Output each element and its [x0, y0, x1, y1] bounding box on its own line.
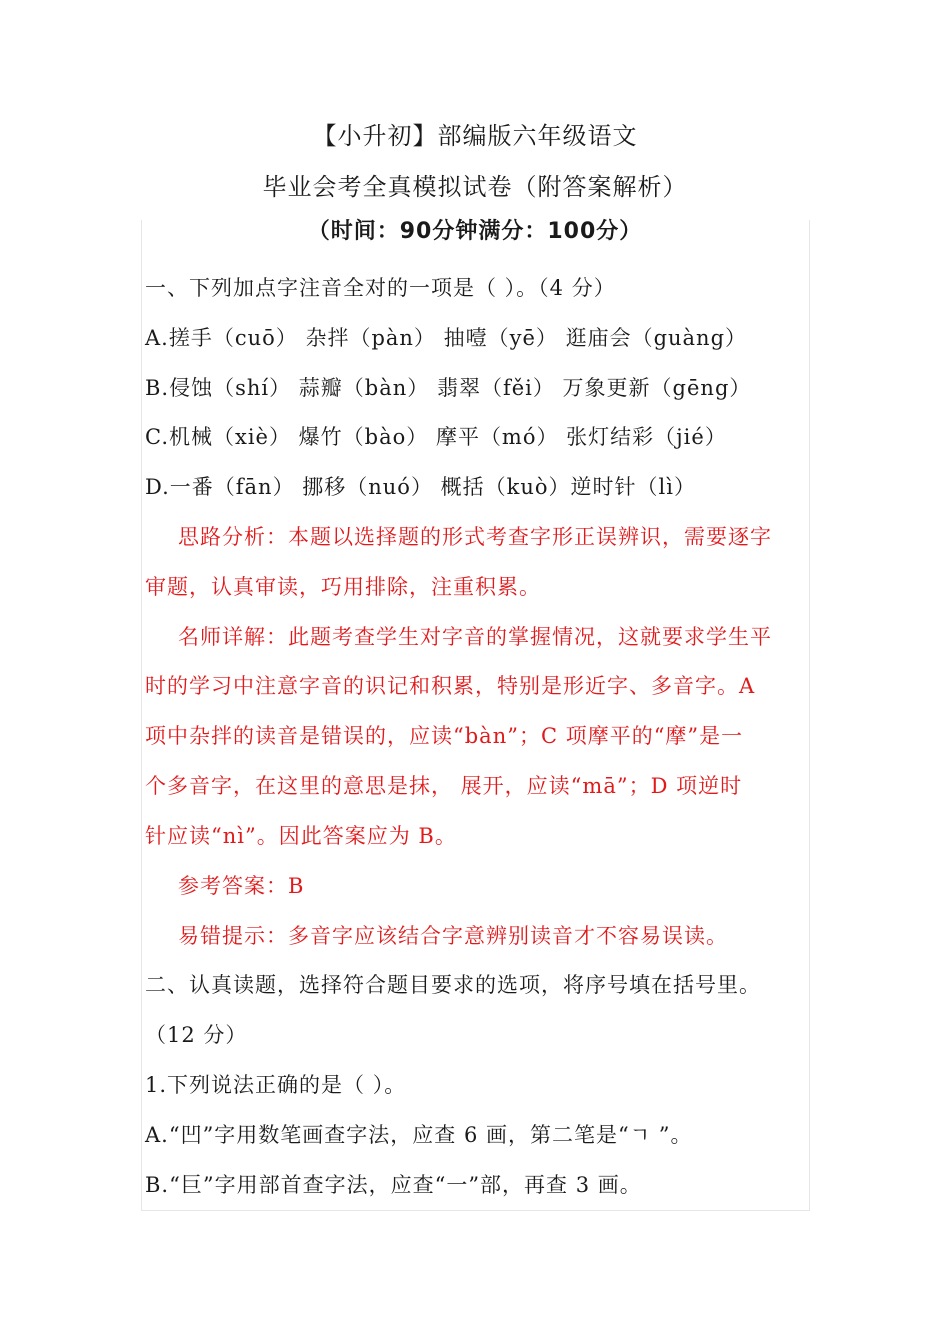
- doc-time-score: （时间：90分钟满分：100分）: [307, 219, 643, 244]
- q2-sub1-option-a: A.“凹”字用数笔画查字法，应查 6 画，第二笔是“ㄱ ”。: [145, 1123, 693, 1147]
- q1-option-a: A.搓手（cuō） 杂拌（pàn） 抽噎（yē） 逛庙会（guàng）: [145, 326, 748, 350]
- content-frame: [141, 220, 810, 1211]
- q1-explain-line: 名师详解：此题考查学生对字音的掌握情况，这就要求学生平: [178, 625, 772, 649]
- q1-stem: 一、下列加点字注音全对的一项是（ ）。（4 分）: [145, 276, 616, 300]
- q1-analysis-line: 审题，认真审读，巧用排除，注重积累。: [145, 575, 541, 599]
- q1-option-d: D.一番（fān） 挪移（nuó） 概括（kuò）逆时针（lì）: [145, 475, 696, 499]
- doc-title-line2: 毕业会考全真模拟试卷（附答案解析）: [262, 173, 688, 201]
- q1-option-b: B.侵蚀（shí） 蒜瓣（bàn） 翡翠（fěi） 万象更新（gēng）: [145, 376, 752, 400]
- q1-explain-line: 时的学习中注意字音的识记和积累，特别是形近字、多音字。A: [145, 674, 756, 698]
- q1-tip: 易错提示：多音字应该结合字意辨别读音才不容易误读。: [178, 924, 728, 948]
- q1-explain-line: 项中杂拌的读音是错误的，应读“bàn”；C 项摩平的“摩”是一: [145, 724, 744, 748]
- q2-score: （12 分）: [145, 1023, 248, 1047]
- q1-explain-line: 针应读“nì”。因此答案应为 B。: [145, 824, 457, 848]
- q1-option-c: C.机械（xiè） 爆竹（bào） 摩平（mó） 张灯结彩（jié）: [145, 425, 727, 449]
- q1-explain-line: 个多音字，在这里的意思是抹， 展开，应读“mā”；D 项逆时: [145, 774, 743, 798]
- q1-answer: 参考答案：B: [178, 874, 305, 898]
- q1-analysis-line: 思路分析：本题以选择题的形式考查字形正误辨识，需要逐字: [178, 525, 772, 549]
- doc-title-line1: 【小升初】部编版六年级语文: [312, 122, 638, 150]
- q2-sub1-option-b: B.“巨”字用部首查字法，应查“一”部，再查 3 画。: [145, 1173, 642, 1197]
- q2-sub1-stem: 1.下列说法正确的是（ ）。: [145, 1073, 407, 1097]
- q2-stem: 二、认真读题，选择符合题目要求的选项，将序号填在括号里。: [145, 973, 761, 997]
